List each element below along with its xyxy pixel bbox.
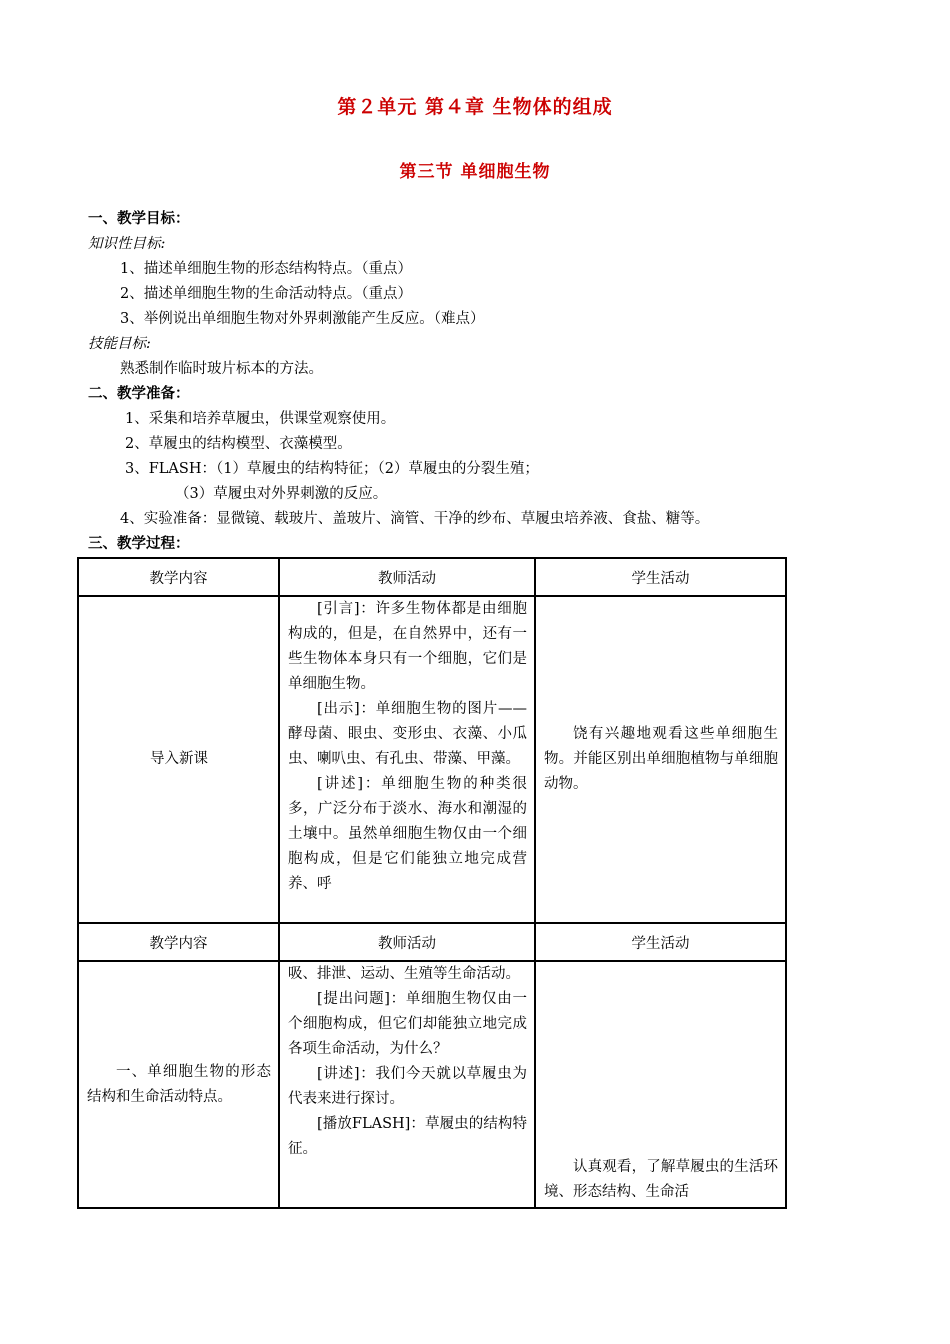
header-content: 教学内容 xyxy=(78,558,279,596)
objectives-heading: 一、教学目标： xyxy=(88,211,190,227)
teacher-cell xyxy=(279,961,535,1208)
content-text: 导入新课 xyxy=(150,751,208,767)
table-row xyxy=(78,596,786,923)
process-heading: 三、教学过程： xyxy=(88,536,190,552)
knowledge-item: 3、举例说出单细胞生物对外界刺激能产生反应。（难点） xyxy=(120,311,485,327)
knowledge-item: 2、描述单细胞生物的生命活动特点。（重点） xyxy=(120,286,412,302)
skill-goal-label: 技能目标: xyxy=(88,336,151,352)
document-title: 第２单元 第４章 生物体的组成 xyxy=(337,96,613,118)
teacher-paragraph: [播放FLASH]：草履虫的结构特征。 xyxy=(288,1116,527,1157)
preparation-heading: 二、教学准备： xyxy=(88,386,190,402)
header-content: 教学内容 xyxy=(78,923,279,961)
content-cell xyxy=(78,961,279,1208)
student-text: 饶有兴趣地观看这些单细胞生物。并能区别出单细胞植物与单细胞动物。 xyxy=(544,726,778,792)
teacher-paragraph: [提出问题]：单细胞生物仅由一个细胞构成，但它们却能独立地完成各项生命活动，为什么？ xyxy=(288,991,527,1057)
teacher-paragraph: 吸、排泄、运动、生殖等生命活动。 xyxy=(288,966,520,982)
preparation-item: （3）草履虫对外界刺激的反应。 xyxy=(175,486,388,502)
section-subtitle: 第三节 单细胞生物 xyxy=(399,162,551,182)
student-text: 认真观看，了解草履虫的生活环境、形态结构、生命活 xyxy=(544,1159,778,1200)
teacher-paragraph: [讲述]：单细胞生物的种类很多，广泛分布于淡水、海水和潮湿的土壤中。虽然单细胞生物仅由一个细胞构成，但是它们能独立地完成营养、呼 xyxy=(288,776,527,892)
header-student: 学生活动 xyxy=(535,923,786,961)
header-student: 学生活动 xyxy=(535,558,786,596)
preparation-item: 1、采集和培养草履虫，供课堂观察使用。 xyxy=(125,411,396,427)
teacher-cell xyxy=(279,596,535,923)
header-teacher: 教师活动 xyxy=(279,923,535,961)
skill-goal-text: 熟悉制作临时玻片标本的方法。 xyxy=(120,361,323,377)
student-cell xyxy=(535,596,786,923)
header-teacher: 教师活动 xyxy=(279,558,535,596)
preparation-item: 2、草履虫的结构模型、衣藻模型。 xyxy=(125,436,352,452)
content-text: 一、单细胞生物的形态结构和生命活动特点。 xyxy=(87,1063,271,1105)
preparation-item: 4、实验准备：显微镜、载玻片、盖玻片、滴管、干净的纱布、草履虫培养液、食盐、糖等。 xyxy=(120,511,710,527)
table-row xyxy=(78,961,786,1208)
teacher-paragraph: [引言]：许多生物体都是由细胞构成的，但是，在自然界中，还有一些生物体本身只有一个细胞，它们是单细胞生物。 xyxy=(288,601,527,692)
student-cell xyxy=(535,961,786,1208)
knowledge-goal-label: 知识性目标: xyxy=(88,236,166,252)
table-header-row xyxy=(78,558,786,596)
content-cell xyxy=(78,596,279,923)
knowledge-item: 1、描述单细胞生物的形态结构特点。（重点） xyxy=(120,261,412,277)
teaching-process-table xyxy=(77,557,787,1209)
preparation-item: 3、FLASH：（1）草履虫的结构特征；（2）草履虫的分裂生殖； xyxy=(125,461,539,477)
teacher-paragraph: [讲述]：我们今天就以草履虫为代表来进行探讨。 xyxy=(288,1066,527,1107)
table-header-row xyxy=(78,923,786,961)
teacher-paragraph: [出示]：单细胞生物的图片——酵母菌、眼虫、变形虫、衣藻、小瓜虫、喇叭虫、有孔虫、带藻、甲藻。 xyxy=(288,701,527,767)
